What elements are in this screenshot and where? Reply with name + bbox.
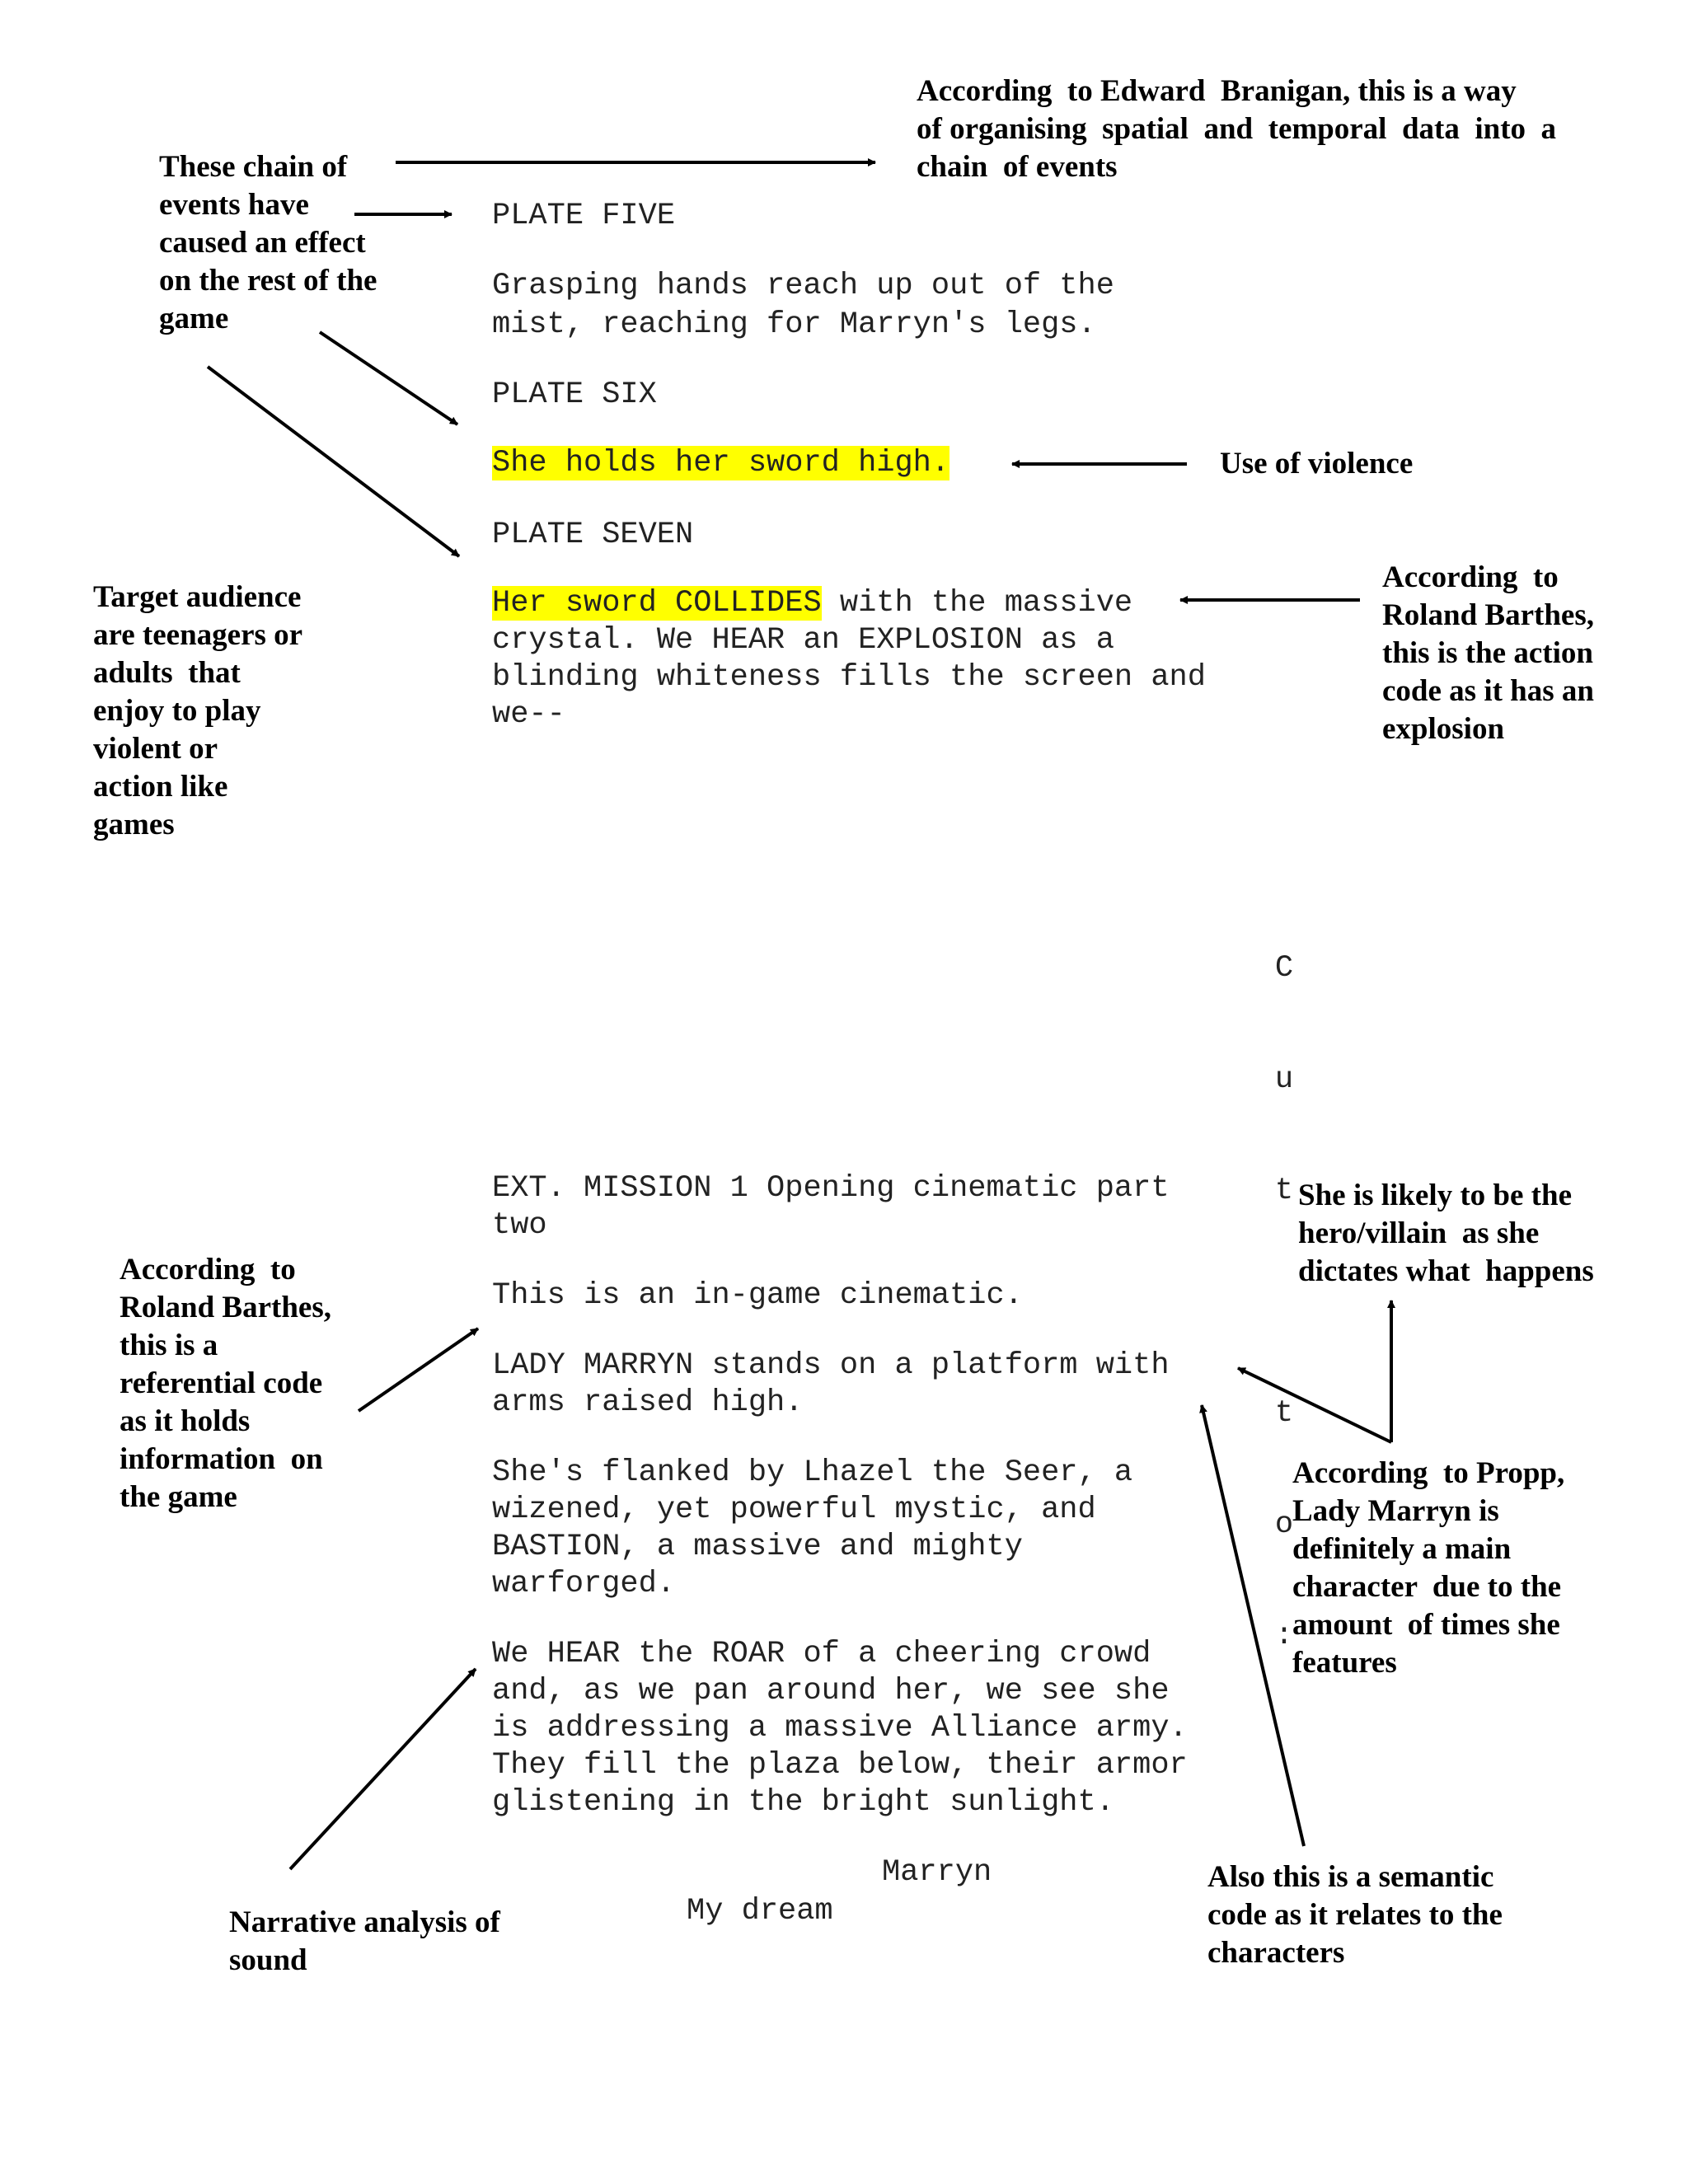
- arrow-chain-to-plate-six: [320, 332, 457, 424]
- note-line: explosion: [1382, 712, 1505, 746]
- cut-to-char: t: [1274, 1396, 1294, 1431]
- note-line: adults that: [93, 656, 241, 690]
- lady-marryn-line-2: arms raised high.: [492, 1385, 804, 1420]
- note-line: Roland Barthes,: [1382, 598, 1594, 632]
- note-line: code as it relates to the: [1207, 1898, 1503, 1932]
- roar-line-5: glistening in the bright sunlight.: [492, 1785, 1114, 1820]
- note-line: of organising spatial and temporal data into a: [917, 112, 1557, 146]
- plate-five-line-1: Grasping hands reach up out of the: [492, 269, 1114, 303]
- note-target-audience: [93, 579, 302, 844]
- character-name: Marryn: [882, 1855, 992, 1890]
- note-propp: [1292, 1455, 1564, 1682]
- cut-to-char: u: [1274, 1062, 1294, 1097]
- arrow-barthes-referential: [359, 1329, 478, 1411]
- note-line: amount of times she: [1292, 1608, 1560, 1642]
- note-barthes-action: [1382, 559, 1594, 748]
- note-line: information on: [120, 1442, 323, 1476]
- plate-six-line: [492, 445, 950, 482]
- cut-to-char: C: [1274, 951, 1294, 986]
- plate-seven-line-2: crystal. We HEAR an EXPLOSION as a: [492, 623, 1114, 658]
- note-line: She is likely to be the: [1298, 1179, 1572, 1212]
- plate-five-heading: PLATE FIVE: [492, 199, 676, 233]
- note-line: are teenagers or: [93, 618, 303, 652]
- note-line: dictates what happens: [1298, 1254, 1594, 1288]
- note-line: According to Propp,: [1292, 1456, 1565, 1490]
- cut-to-char: [1272, 1284, 1296, 1321]
- note-line: as it holds: [120, 1404, 251, 1438]
- cut-to-char: t: [1274, 1174, 1294, 1208]
- flanked-line-3: BASTION, a massive and mighty: [492, 1530, 1023, 1564]
- highlight-violence: She holds her sword high.: [492, 446, 950, 480]
- note-line: features: [1292, 1646, 1397, 1680]
- plate-six-heading: PLATE SIX: [492, 377, 657, 412]
- note-line: According to Edward Branigan, this is a way: [917, 74, 1517, 108]
- note-line: the game: [120, 1480, 237, 1514]
- note-violence: Use of violence: [1220, 447, 1414, 480]
- note-line: this is a: [120, 1329, 218, 1362]
- ext-heading-line-2: two: [492, 1208, 547, 1243]
- lady-marryn-line-1: LADY MARRYN stands on a platform with: [492, 1348, 1170, 1383]
- note-line: action like: [93, 770, 228, 804]
- flanked-line-1: She's flanked by Lhazel the Seer, a: [492, 1455, 1133, 1490]
- note-line: violent or: [93, 732, 218, 766]
- roar-line-4: They fill the plaza below, their armor: [492, 1748, 1188, 1783]
- plate-seven-line-4: we--: [492, 697, 565, 732]
- note-line: Also this is a semantic: [1207, 1860, 1494, 1894]
- note-line: chain of events: [917, 150, 1118, 184]
- cut-to-char: o: [1274, 1507, 1294, 1542]
- plate-seven-heading: PLATE SEVEN: [492, 518, 694, 552]
- note-hero-villain: [1298, 1177, 1594, 1291]
- note-line: game: [159, 302, 229, 335]
- ext-heading-line-1: EXT. MISSION 1 Opening cinematic part: [492, 1171, 1170, 1206]
- cinematic-line: This is an in-game cinematic.: [492, 1278, 1023, 1313]
- note-line: this is the action: [1382, 636, 1593, 670]
- plate-seven-line-3: blinding whiteness fills the screen and: [492, 660, 1206, 695]
- note-line: Roland Barthes,: [120, 1291, 331, 1324]
- arrow-sound: [290, 1669, 476, 1869]
- note-semantic-code: [1207, 1858, 1503, 1972]
- note-line: character due to the: [1292, 1570, 1562, 1604]
- plate-five-line-2: mist, reaching for Marryn's legs.: [492, 307, 1096, 342]
- plate-seven-line-1-rest: with the massive: [821, 586, 1133, 621]
- plate-seven-line-1: [492, 585, 1132, 622]
- note-line: characters: [1207, 1936, 1345, 1970]
- highlight-collides: Her sword COLLIDES: [492, 586, 822, 621]
- roar-line-2: and, as we pan around her, we see she: [492, 1674, 1170, 1708]
- cut-to-char: :: [1274, 1619, 1294, 1653]
- note-line: referential code: [120, 1366, 323, 1400]
- note-line: definitely a main: [1292, 1532, 1512, 1566]
- note-line: caused an effect: [159, 226, 366, 260]
- note-barthes-referential: [120, 1251, 331, 1516]
- note-line: According to: [120, 1253, 296, 1286]
- note-line: enjoy to play: [93, 694, 261, 728]
- note-line: These chain of: [159, 150, 348, 184]
- note-line: According to: [1382, 560, 1559, 594]
- note-line: games: [93, 808, 175, 841]
- note-branigan: [917, 73, 1556, 186]
- note-line: sound: [229, 1943, 307, 1977]
- note-line: hero/villain as she: [1298, 1216, 1540, 1250]
- note-line: on the rest of the: [159, 264, 377, 298]
- note-line: events have: [159, 188, 309, 222]
- note-line: Narrative analysis of: [229, 1905, 500, 1939]
- note-line: Target audience: [93, 580, 302, 614]
- note-sound-analysis: [229, 1904, 500, 1980]
- arrow-chain-to-plate-seven: [208, 367, 459, 556]
- note-line: code as it has an: [1382, 674, 1594, 708]
- roar-line-3: is addressing a massive Alliance army.: [492, 1711, 1188, 1746]
- roar-line-1: We HEAR the ROAR of a cheering crowd: [492, 1637, 1151, 1671]
- dialogue-line: My dream: [687, 1894, 833, 1929]
- flanked-line-4: warforged.: [492, 1567, 676, 1601]
- flanked-line-2: wizened, yet powerful mystic, and: [492, 1493, 1096, 1527]
- note-line: Lady Marryn is: [1292, 1494, 1499, 1528]
- note-chain-of-events: [159, 148, 377, 338]
